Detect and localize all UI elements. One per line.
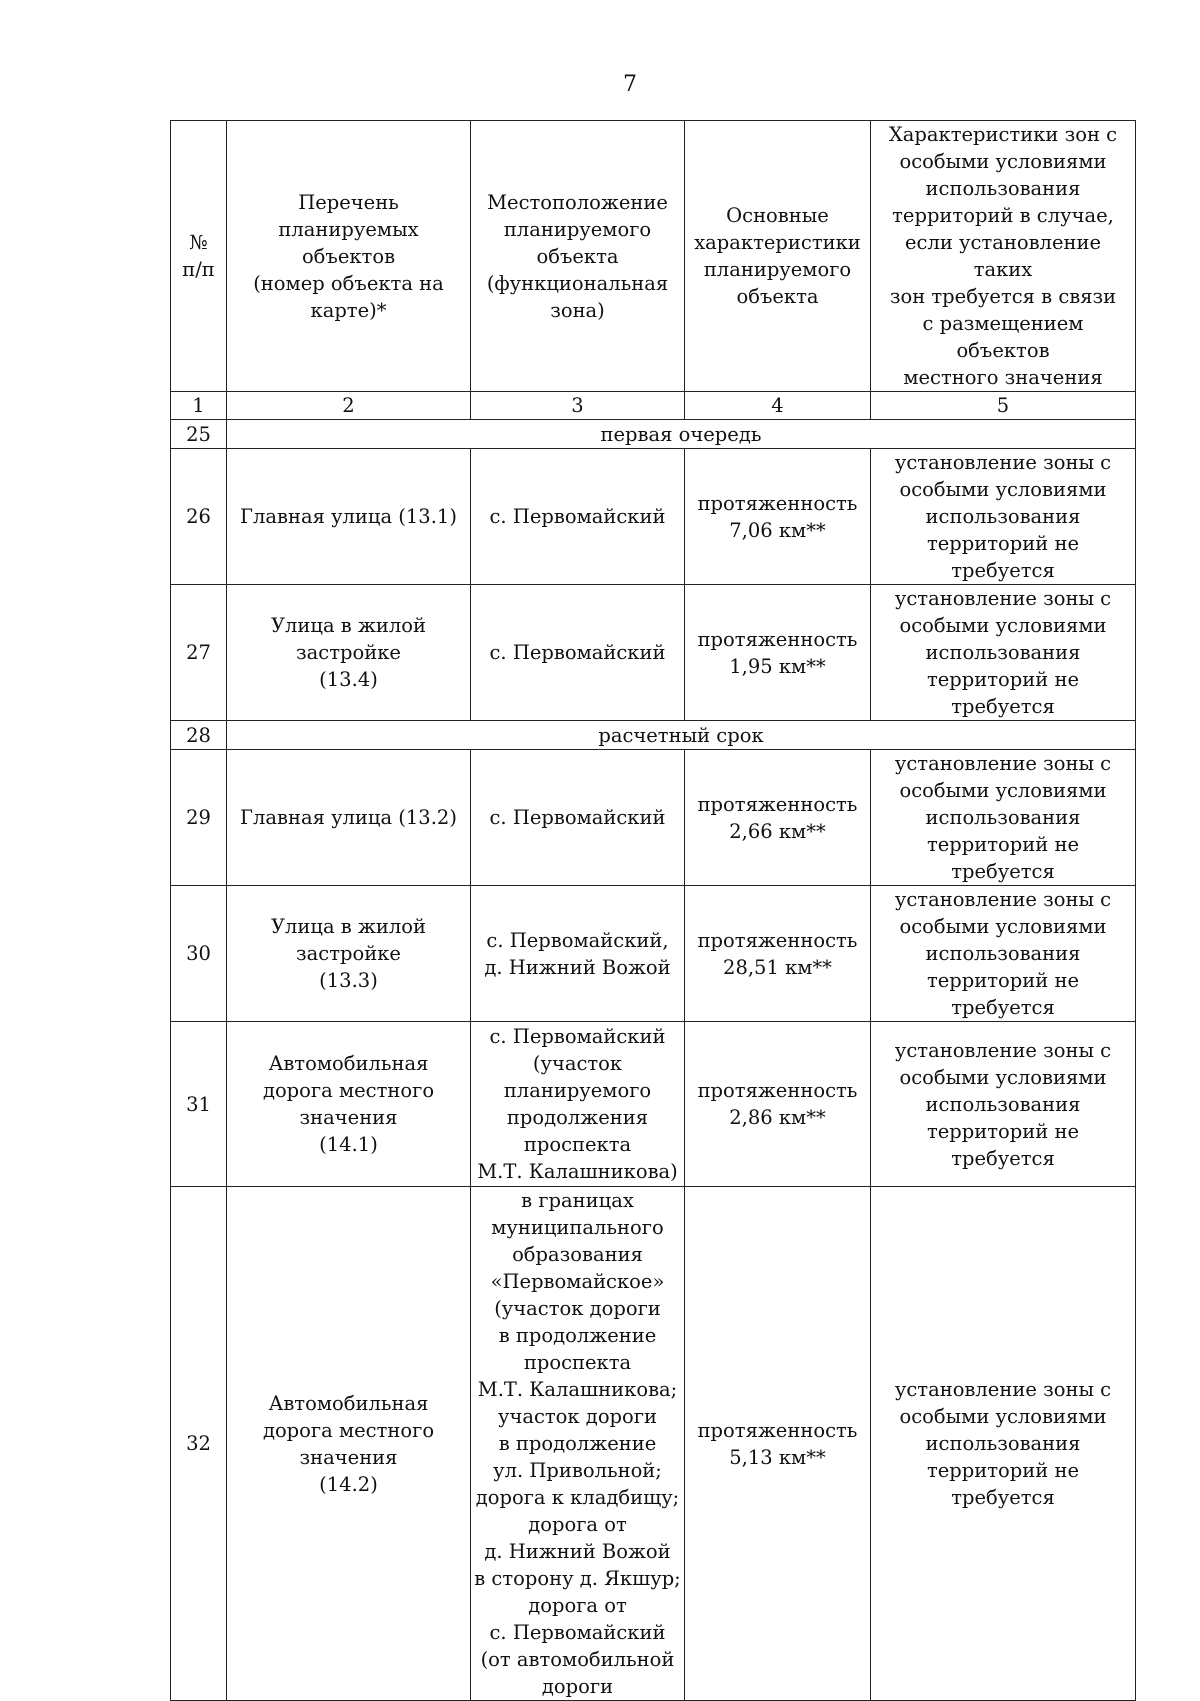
zone-characteristics: установление зоны с особыми условиями использования территорий не требуется <box>871 1022 1136 1187</box>
object-location: в границах муниципального образования «Первомайское» (участок дороги в продолжение проспекта М.Т. Калашникова; участок дороги в продолжение ул. Привольной; дорога к кладбищу; дорога от д. Нижний Вожой в сторону д. Якшур; дорога от с. Первомайский (от автомобильной дороги <box>471 1187 685 1701</box>
column-number: 5 <box>871 392 1136 420</box>
zone-characteristics: установление зоны с особыми условиями использования территорий не требуется <box>871 750 1136 886</box>
row-number: 28 <box>171 721 227 750</box>
object-location: с. Первомайский (участок планируемого продолжения проспекта М.Т. Калашникова) <box>471 1022 685 1187</box>
object-name: Главная улица (13.1) <box>227 449 471 585</box>
object-characteristics: протяженность 7,06 км** <box>685 449 871 585</box>
object-name: Главная улица (13.2) <box>227 750 471 886</box>
header-location: Местоположение планируемого объекта (функциональная зона) <box>471 121 685 392</box>
table-row <box>171 750 1136 886</box>
zone-characteristics: установление зоны с особыми условиями использования территорий не требуется <box>871 585 1136 721</box>
row-number: 26 <box>171 449 227 585</box>
column-number: 2 <box>227 392 471 420</box>
object-name: Автомобильная дорога местного значения (14.2) <box>227 1187 471 1701</box>
row-number: 31 <box>171 1022 227 1187</box>
table-row <box>171 449 1136 585</box>
header-number: № п/п <box>171 121 227 392</box>
object-characteristics: протяженность 5,13 км** <box>685 1187 871 1701</box>
header-characteristics: Основные характеристики планируемого объекта <box>685 121 871 392</box>
object-name: Улица в жилой застройке (13.4) <box>227 585 471 721</box>
row-number: 29 <box>171 750 227 886</box>
header-zones: Характеристики зон с особыми условиями использования территорий в случае, если установление таких зон требуется в связи с размещением объектов местного значения <box>871 121 1136 392</box>
zone-characteristics: установление зоны с особыми условиями использования территорий не требуется <box>871 886 1136 1022</box>
header-objects-list: Перечень планируемых объектов (номер объекта на карте)* <box>227 121 471 392</box>
column-number: 4 <box>685 392 871 420</box>
table-row <box>171 585 1136 721</box>
table-row <box>171 1187 1136 1701</box>
column-number: 3 <box>471 392 685 420</box>
section-row-estimated-term <box>171 721 1136 750</box>
column-number: 1 <box>171 392 227 420</box>
row-number: 25 <box>171 420 227 449</box>
row-number: 30 <box>171 886 227 1022</box>
table-header-row <box>171 121 1136 392</box>
object-characteristics: протяженность 2,66 км** <box>685 750 871 886</box>
table-row <box>171 886 1136 1022</box>
table-row <box>171 1022 1136 1187</box>
row-number: 32 <box>171 1187 227 1701</box>
object-characteristics: протяженность 2,86 км** <box>685 1022 871 1187</box>
planned-objects-table <box>170 120 1136 1701</box>
object-characteristics: протяженность 1,95 км** <box>685 585 871 721</box>
object-location: с. Первомайский <box>471 449 685 585</box>
section-title: первая очередь <box>227 420 1136 449</box>
page-number: 7 <box>623 72 637 97</box>
row-number: 27 <box>171 585 227 721</box>
section-title: расчетный срок <box>227 721 1136 750</box>
object-name: Улица в жилой застройке (13.3) <box>227 886 471 1022</box>
column-number-row <box>171 392 1136 420</box>
object-name: Автомобильная дорога местного значения (14.1) <box>227 1022 471 1187</box>
object-location: с. Первомайский <box>471 585 685 721</box>
zone-characteristics: установление зоны с особыми условиями использования территорий не требуется <box>871 1187 1136 1701</box>
zone-characteristics: установление зоны с особыми условиями использования территорий не требуется <box>871 449 1136 585</box>
section-row-first-stage <box>171 420 1136 449</box>
object-characteristics: протяженность 28,51 км** <box>685 886 871 1022</box>
object-location: с. Первомайский, д. Нижний Вожой <box>471 886 685 1022</box>
object-location: с. Первомайский <box>471 750 685 886</box>
